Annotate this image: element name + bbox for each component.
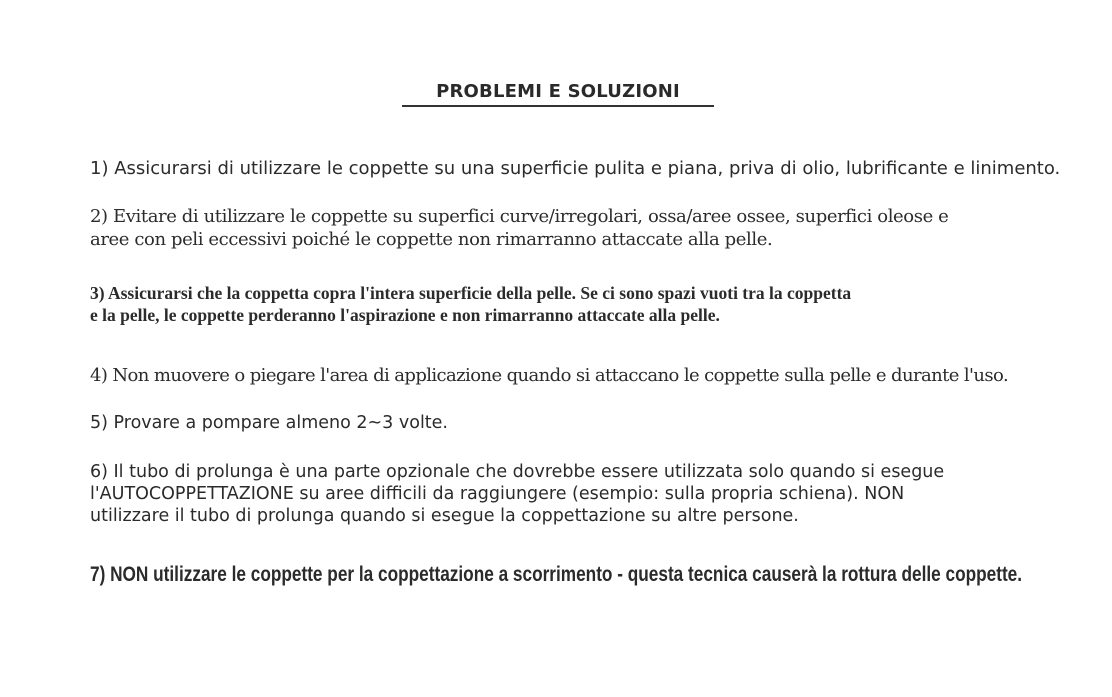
instruction-6-line-2: l'AUTOCOPPETTAZIONE su aree difficili da raggiungere (esempio: sulla propria schiena). NON — [90, 484, 905, 504]
instruction-5 — [90, 411, 448, 435]
instruction-4 — [90, 364, 1008, 388]
instruction-2-line-1: 2) Evitare di utilizzare le coppette su superfici curve/irregolari, ossa/aree ossee, superfici oleose e — [90, 206, 949, 227]
instruction-2-line-2: aree con peli eccessivi poiché le coppette non rimarranno attaccate alla pelle. — [90, 229, 773, 250]
instruction-2 — [90, 205, 948, 251]
instruction-3 — [90, 282, 851, 326]
instruction-4-line-1: 4) Non muovere o piegare l'area di applicazione quando si attaccano le coppette sulla pelle e durante l'uso. — [90, 365, 1009, 386]
instruction-6 — [90, 461, 944, 527]
instruction-1 — [90, 156, 1060, 182]
instruction-3-line-1: 3) Assicurarsi che la coppetta copra l'intera superficie della pelle. Se ci sono spazi vuoti tra la coppetta — [90, 283, 852, 303]
instruction-5-line-1: 5) Provare a pompare almeno 2~3 volte. — [90, 413, 448, 433]
instruction-7 — [90, 561, 1022, 589]
instruction-1-line-1: 1) Assicurarsi di utilizzare le coppette su una superficie pulita e piana, priva di olio, lubrificante e linimento. — [90, 158, 1061, 179]
instruction-6-line-1: 6) Il tubo di prolunga è una parte opzionale che dovrebbe essere utilizzata solo quando si esegue — [90, 462, 945, 482]
title-underline — [402, 105, 714, 107]
title-block — [402, 80, 714, 107]
instruction-7-line-1: 7) NON utilizzare le coppette per la coppettazione a scorrimento - questa tecnica causerà la rottura delle coppette. — [90, 563, 1023, 586]
instruction-3-line-2: e la pelle, le coppette perderanno l'aspirazione e non rimarranno attaccate alla pelle. — [90, 305, 720, 325]
instruction-6-line-3: utilizzare il tubo di prolunga quando si esegue la coppettazione su altre persone. — [90, 506, 799, 526]
page-title: PROBLEMI E SOLUZIONI — [436, 81, 680, 102]
